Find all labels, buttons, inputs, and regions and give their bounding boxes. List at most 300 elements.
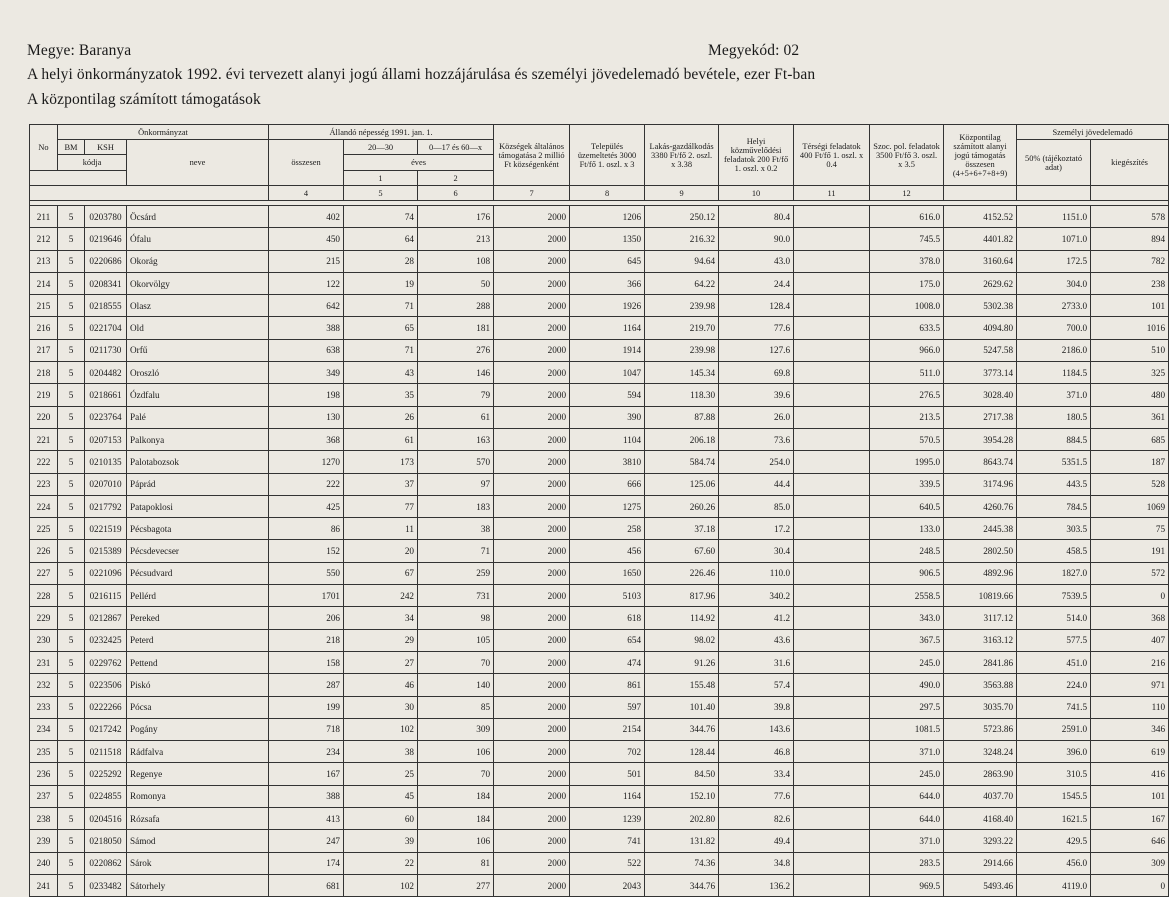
cell-age-0-17: 97 xyxy=(418,473,494,495)
cell-name: Ózdfalu xyxy=(127,384,269,406)
cell-no: 235 xyxy=(30,741,58,763)
cell-kozsegek: 2000 xyxy=(494,607,570,629)
cell-szoc: 245.0 xyxy=(870,651,944,673)
cell-telepules: 594 xyxy=(570,384,645,406)
table-row xyxy=(30,696,1169,718)
cell-bm: 5 xyxy=(58,830,85,852)
cell-helyi: 49.4 xyxy=(719,830,794,852)
cell-telepules: 1104 xyxy=(570,428,645,450)
cell-kiegeszites: 646 xyxy=(1091,830,1169,852)
cell-kozsegek: 2000 xyxy=(494,718,570,740)
cell-kozpontilag: 2717.38 xyxy=(944,406,1017,428)
cell-kiegeszites: 238 xyxy=(1091,272,1169,294)
cell-kozpontilag: 4260.76 xyxy=(944,495,1017,517)
cell-helyi: 254.0 xyxy=(719,451,794,473)
cell-no: 212 xyxy=(30,228,58,250)
cell-szja-50: 451.0 xyxy=(1017,651,1091,673)
cell-szja-50: 884.5 xyxy=(1017,428,1091,450)
cell-age-20-30: 34 xyxy=(344,607,418,629)
cell-no: 239 xyxy=(30,830,58,852)
cell-kozsegek: 2000 xyxy=(494,741,570,763)
cell-osszesen: 450 xyxy=(269,228,344,250)
table-row xyxy=(30,874,1169,896)
table-row xyxy=(30,272,1169,294)
table-row xyxy=(30,406,1169,428)
cell-age-0-17: 108 xyxy=(418,250,494,272)
cell-szoc: 283.5 xyxy=(870,852,944,874)
cell-kozpontilag: 5493.46 xyxy=(944,874,1017,896)
cell-tersegi xyxy=(794,830,870,852)
cell-szja-50: 741.5 xyxy=(1017,696,1091,718)
cell-tersegi xyxy=(794,585,870,607)
cell-name: Piskó xyxy=(127,674,269,696)
cell-helyi: 43.0 xyxy=(719,250,794,272)
cell-age-0-17: 50 xyxy=(418,272,494,294)
cell-tersegi xyxy=(794,808,870,830)
cell-szoc: 1081.5 xyxy=(870,718,944,740)
cell-kozsegek: 2000 xyxy=(494,808,570,830)
cell-helyi: 39.8 xyxy=(719,696,794,718)
cell-age-20-30: 35 xyxy=(344,384,418,406)
col-kozpontilag-header: Központilag számított alanyi jogú támogatás összesen (4+5+6+7+8+9) xyxy=(944,125,1017,186)
table-body xyxy=(30,201,1169,897)
cell-helyi: 30.4 xyxy=(719,540,794,562)
cell-bm: 5 xyxy=(58,495,85,517)
cell-name: Old xyxy=(127,317,269,339)
cell-osszesen: 550 xyxy=(269,562,344,584)
cell-telepules: 1239 xyxy=(570,808,645,830)
cell-ksh: 0217242 xyxy=(85,718,127,740)
cell-osszesen: 638 xyxy=(269,339,344,361)
cell-name: Pellérd xyxy=(127,585,269,607)
cell-szoc: 966.0 xyxy=(870,339,944,361)
cell-ksh: 0218661 xyxy=(85,384,127,406)
cell-szoc: 745.5 xyxy=(870,228,944,250)
cell-age-0-17: 309 xyxy=(418,718,494,740)
cell-age-20-30: 28 xyxy=(344,250,418,272)
cell-kozsegek: 2000 xyxy=(494,651,570,673)
cell-kiegeszites: 578 xyxy=(1091,206,1169,228)
cell-lakas: 584.74 xyxy=(645,451,719,473)
cell-kiegeszites: 971 xyxy=(1091,674,1169,696)
cell-kozpontilag: 4094.80 xyxy=(944,317,1017,339)
col-numbers-lead xyxy=(30,186,269,201)
cell-lakas: 114.92 xyxy=(645,607,719,629)
cell-osszesen: 718 xyxy=(269,718,344,740)
cell-szoc: 371.0 xyxy=(870,741,944,763)
cell-osszesen: 287 xyxy=(269,674,344,696)
col-ksh-header: KSH xyxy=(85,140,127,155)
cell-no: 216 xyxy=(30,317,58,339)
cell-tersegi xyxy=(794,518,870,540)
cell-tersegi xyxy=(794,295,870,317)
cell-age-0-17: 140 xyxy=(418,674,494,696)
col-szoc-header: Szoc. pol. feladatok 3500 Ft/fő 3. oszl. x 3.5 xyxy=(870,125,944,186)
cell-tersegi xyxy=(794,384,870,406)
cell-helyi: 80.4 xyxy=(719,206,794,228)
cell-no: 227 xyxy=(30,562,58,584)
table-row xyxy=(30,250,1169,272)
cell-kozpontilag: 3163.12 xyxy=(944,629,1017,651)
table-row xyxy=(30,451,1169,473)
cell-bm: 5 xyxy=(58,428,85,450)
cell-kiegeszites: 101 xyxy=(1091,785,1169,807)
cell-age-0-17: 71 xyxy=(418,540,494,562)
cell-kozpontilag: 3293.22 xyxy=(944,830,1017,852)
cell-kozsegek: 2000 xyxy=(494,295,570,317)
cell-kozpontilag: 10819.66 xyxy=(944,585,1017,607)
cell-tersegi xyxy=(794,696,870,718)
cell-ksh: 0229762 xyxy=(85,651,127,673)
cell-lakas: 64.22 xyxy=(645,272,719,294)
cell-kozpontilag: 4037.70 xyxy=(944,785,1017,807)
cell-szoc: 297.5 xyxy=(870,696,944,718)
cell-age-20-30: 11 xyxy=(344,518,418,540)
cell-bm: 5 xyxy=(58,362,85,384)
cell-kozpontilag: 5723.86 xyxy=(944,718,1017,740)
cell-kozsegek: 2000 xyxy=(494,852,570,874)
cell-name: Pócsa xyxy=(127,696,269,718)
cell-telepules: 3810 xyxy=(570,451,645,473)
cell-kozpontilag: 2445.38 xyxy=(944,518,1017,540)
table-row xyxy=(30,228,1169,250)
cell-szoc: 570.5 xyxy=(870,428,944,450)
cell-szja-50: 2186.0 xyxy=(1017,339,1091,361)
cell-bm: 5 xyxy=(58,741,85,763)
cell-no: 217 xyxy=(30,339,58,361)
cell-no: 222 xyxy=(30,451,58,473)
cell-kiegeszites: 619 xyxy=(1091,741,1169,763)
table-row xyxy=(30,607,1169,629)
cell-bm: 5 xyxy=(58,206,85,228)
cell-osszesen: 388 xyxy=(269,785,344,807)
cell-no: 230 xyxy=(30,629,58,651)
table-row xyxy=(30,317,1169,339)
cell-helyi: 110.0 xyxy=(719,562,794,584)
cell-bm: 5 xyxy=(58,852,85,874)
cell-osszesen: 425 xyxy=(269,495,344,517)
cell-osszesen: 86 xyxy=(269,518,344,540)
col-number-tail-c xyxy=(1091,186,1169,201)
cell-tersegi xyxy=(794,473,870,495)
cell-szja-50: 172.5 xyxy=(1017,250,1091,272)
cell-tersegi xyxy=(794,317,870,339)
cell-szja-50: 1071.0 xyxy=(1017,228,1091,250)
cell-helyi: 39.6 xyxy=(719,384,794,406)
cell-kiegeszites: 368 xyxy=(1091,607,1169,629)
cell-age-0-17: 213 xyxy=(418,228,494,250)
cell-lakas: 216.32 xyxy=(645,228,719,250)
cell-ksh: 0217792 xyxy=(85,495,127,517)
col-eves-header: éves xyxy=(344,155,494,171)
cell-lakas: 226.46 xyxy=(645,562,719,584)
cell-kiegeszites: 187 xyxy=(1091,451,1169,473)
cell-age-20-30: 61 xyxy=(344,428,418,450)
cell-bm: 5 xyxy=(58,562,85,584)
cell-kozsegek: 2000 xyxy=(494,362,570,384)
cell-ksh: 0224855 xyxy=(85,785,127,807)
cell-bm: 5 xyxy=(58,585,85,607)
cell-lakas: 87.88 xyxy=(645,406,719,428)
cell-kozpontilag: 4892.96 xyxy=(944,562,1017,584)
cell-szoc: 378.0 xyxy=(870,250,944,272)
cell-bm: 5 xyxy=(58,406,85,428)
cell-kiegeszites: 528 xyxy=(1091,473,1169,495)
table-row xyxy=(30,852,1169,874)
cell-kozpontilag: 4401.82 xyxy=(944,228,1017,250)
cell-szja-50: 310.5 xyxy=(1017,763,1091,785)
cell-szja-50: 514.0 xyxy=(1017,607,1091,629)
cell-szja-50: 4119.0 xyxy=(1017,874,1091,896)
cell-telepules: 2043 xyxy=(570,874,645,896)
cell-tersegi xyxy=(794,451,870,473)
cell-ksh: 0221519 xyxy=(85,518,127,540)
table-row xyxy=(30,651,1169,673)
cell-age-20-30: 45 xyxy=(344,785,418,807)
cell-kozsegek: 2000 xyxy=(494,518,570,540)
cell-lakas: 91.26 xyxy=(645,651,719,673)
cell-szoc: 248.5 xyxy=(870,540,944,562)
cell-name: Pécsdevecser xyxy=(127,540,269,562)
cell-tersegi xyxy=(794,852,870,874)
cell-no: 234 xyxy=(30,718,58,740)
cell-age-0-17: 731 xyxy=(418,585,494,607)
cell-kozsegek: 2000 xyxy=(494,428,570,450)
cell-age-0-17: 570 xyxy=(418,451,494,473)
cell-kozsegek: 2000 xyxy=(494,585,570,607)
cell-name: Rózsafa xyxy=(127,808,269,830)
cell-kiegeszites: 894 xyxy=(1091,228,1169,250)
cell-helyi: 41.2 xyxy=(719,607,794,629)
col-number-1: 1 xyxy=(344,171,418,186)
cell-kozsegek: 2000 xyxy=(494,250,570,272)
cell-age-0-17: 61 xyxy=(418,406,494,428)
cell-age-20-30: 20 xyxy=(344,540,418,562)
cell-name: Sárok xyxy=(127,852,269,874)
cell-telepules: 1206 xyxy=(570,206,645,228)
cell-no: 221 xyxy=(30,428,58,450)
cell-age-20-30: 74 xyxy=(344,206,418,228)
col-lakas-header: Lakás-gazdálkodás 3380 Ft/fő 2. oszl. x 3.38 xyxy=(645,125,719,186)
cell-kozpontilag: 2863.90 xyxy=(944,763,1017,785)
table-row xyxy=(30,585,1169,607)
cell-age-0-17: 181 xyxy=(418,317,494,339)
cell-ksh: 0211518 xyxy=(85,741,127,763)
cell-szoc: 343.0 xyxy=(870,607,944,629)
cell-lakas: 94.64 xyxy=(645,250,719,272)
cell-kozpontilag: 2841.86 xyxy=(944,651,1017,673)
cell-kozpontilag: 5302.38 xyxy=(944,295,1017,317)
cell-name: Pettend xyxy=(127,651,269,673)
cell-kiegeszites: 346 xyxy=(1091,718,1169,740)
cell-bm: 5 xyxy=(58,629,85,651)
col-numbers-blank xyxy=(30,171,127,186)
cell-kozsegek: 2000 xyxy=(494,540,570,562)
cell-helyi: 24.4 xyxy=(719,272,794,294)
cell-tersegi xyxy=(794,339,870,361)
cell-osszesen: 167 xyxy=(269,763,344,785)
cell-kiegeszites: 1069 xyxy=(1091,495,1169,517)
cell-kozsegek: 2000 xyxy=(494,785,570,807)
cell-szja-50: 2733.0 xyxy=(1017,295,1091,317)
cell-age-20-30: 38 xyxy=(344,741,418,763)
cell-szoc: 511.0 xyxy=(870,362,944,384)
cell-ksh: 0221096 xyxy=(85,562,127,584)
cell-tersegi xyxy=(794,562,870,584)
cell-kiegeszites: 325 xyxy=(1091,362,1169,384)
cell-no: 213 xyxy=(30,250,58,272)
cell-szoc: 133.0 xyxy=(870,518,944,540)
cell-telepules: 1926 xyxy=(570,295,645,317)
cell-lakas: 155.48 xyxy=(645,674,719,696)
cell-bm: 5 xyxy=(58,473,85,495)
cell-telepules: 654 xyxy=(570,629,645,651)
cell-kozpontilag: 5247.58 xyxy=(944,339,1017,361)
cell-osszesen: 122 xyxy=(269,272,344,294)
cell-szja-50: 784.5 xyxy=(1017,495,1091,517)
cell-telepules: 258 xyxy=(570,518,645,540)
cell-age-20-30: 25 xyxy=(344,763,418,785)
cell-age-0-17: 259 xyxy=(418,562,494,584)
cell-helyi: 340.2 xyxy=(719,585,794,607)
col-number-tail-b xyxy=(1017,186,1091,201)
cell-tersegi xyxy=(794,785,870,807)
cell-szoc: 640.5 xyxy=(870,495,944,517)
table-row xyxy=(30,540,1169,562)
cell-kiegeszites: 0 xyxy=(1091,585,1169,607)
cell-telepules: 474 xyxy=(570,651,645,673)
cell-telepules: 1047 xyxy=(570,362,645,384)
cell-name: Páprád xyxy=(127,473,269,495)
col-kozsegek-header: Községek általános támogatása 2 millió Ft községenként xyxy=(494,125,570,186)
cell-szoc: 616.0 xyxy=(870,206,944,228)
cell-kiegeszites: 75 xyxy=(1091,518,1169,540)
cell-telepules: 456 xyxy=(570,540,645,562)
cell-osszesen: 174 xyxy=(269,852,344,874)
cell-telepules: 645 xyxy=(570,250,645,272)
cell-age-20-30: 46 xyxy=(344,674,418,696)
cell-lakas: 239.98 xyxy=(645,339,719,361)
cell-lakas: 344.76 xyxy=(645,718,719,740)
cell-age-20-30: 29 xyxy=(344,629,418,651)
cell-tersegi xyxy=(794,206,870,228)
cell-szja-50: 2591.0 xyxy=(1017,718,1091,740)
cell-bm: 5 xyxy=(58,607,85,629)
cell-szoc: 490.0 xyxy=(870,674,944,696)
cell-telepules: 2154 xyxy=(570,718,645,740)
cell-bm: 5 xyxy=(58,540,85,562)
cell-kiegeszites: 361 xyxy=(1091,406,1169,428)
table-row xyxy=(30,206,1169,228)
cell-kiegeszites: 510 xyxy=(1091,339,1169,361)
cell-age-20-30: 60 xyxy=(344,808,418,830)
cell-no: 231 xyxy=(30,651,58,673)
cell-tersegi xyxy=(794,250,870,272)
cell-telepules: 1350 xyxy=(570,228,645,250)
cell-osszesen: 158 xyxy=(269,651,344,673)
cell-osszesen: 198 xyxy=(269,384,344,406)
cell-age-0-17: 176 xyxy=(418,206,494,228)
cell-lakas: 152.10 xyxy=(645,785,719,807)
cell-kiegeszites: 216 xyxy=(1091,651,1169,673)
cell-no: 238 xyxy=(30,808,58,830)
cell-osszesen: 218 xyxy=(269,629,344,651)
cell-kiegeszites: 782 xyxy=(1091,250,1169,272)
cell-telepules: 1164 xyxy=(570,317,645,339)
document-title: A helyi önkormányzatok 1992. évi tervezett alanyi jogú állami hozzájárulása és személyi jövedelemadó bevétele, ezer Ft-ban xyxy=(27,66,816,83)
col-number-9: 9 xyxy=(645,186,719,201)
cell-szja-50: 429.5 xyxy=(1017,830,1091,852)
cell-name: Palé xyxy=(127,406,269,428)
cell-szoc: 906.5 xyxy=(870,562,944,584)
cell-osszesen: 388 xyxy=(269,317,344,339)
cell-szja-50: 303.5 xyxy=(1017,518,1091,540)
cell-kiegeszites: 1016 xyxy=(1091,317,1169,339)
cell-osszesen: 413 xyxy=(269,808,344,830)
cell-ksh: 0225292 xyxy=(85,763,127,785)
cell-osszesen: 349 xyxy=(269,362,344,384)
col-szja-50-header: 50% (tájékoztató adat) xyxy=(1017,140,1091,186)
cell-age-0-17: 98 xyxy=(418,607,494,629)
cell-ksh: 0223764 xyxy=(85,406,127,428)
cell-age-20-30: 102 xyxy=(344,874,418,896)
cell-no: 215 xyxy=(30,295,58,317)
cell-age-20-30: 43 xyxy=(344,362,418,384)
cell-szoc: 1008.0 xyxy=(870,295,944,317)
cell-lakas: 125.06 xyxy=(645,473,719,495)
cell-szoc: 644.0 xyxy=(870,808,944,830)
cell-tersegi xyxy=(794,540,870,562)
cell-telepules: 741 xyxy=(570,830,645,852)
cell-szoc: 175.0 xyxy=(870,272,944,294)
cell-helyi: 85.0 xyxy=(719,495,794,517)
cell-no: 225 xyxy=(30,518,58,540)
cell-bm: 5 xyxy=(58,317,85,339)
cell-szja-50: 371.0 xyxy=(1017,384,1091,406)
cell-helyi: 34.8 xyxy=(719,852,794,874)
cell-lakas: 101.40 xyxy=(645,696,719,718)
cell-name: Okorvölgy xyxy=(127,272,269,294)
table-row xyxy=(30,295,1169,317)
cell-name: Pogány xyxy=(127,718,269,740)
cell-szja-50: 1184.5 xyxy=(1017,362,1091,384)
cell-tersegi xyxy=(794,741,870,763)
cell-telepules: 390 xyxy=(570,406,645,428)
cell-helyi: 90.0 xyxy=(719,228,794,250)
cell-kozpontilag: 3028.40 xyxy=(944,384,1017,406)
cell-helyi: 82.6 xyxy=(719,808,794,830)
cell-no: 226 xyxy=(30,540,58,562)
cell-kiegeszites: 167 xyxy=(1091,808,1169,830)
cell-ksh: 0223506 xyxy=(85,674,127,696)
col-number-8: 8 xyxy=(570,186,645,201)
county-label: Megye: Baranya xyxy=(27,42,132,59)
cell-lakas: 98.02 xyxy=(645,629,719,651)
cell-szoc: 1995.0 xyxy=(870,451,944,473)
cell-kozsegek: 2000 xyxy=(494,874,570,896)
cell-kozpontilag: 3248.24 xyxy=(944,741,1017,763)
cell-osszesen: 152 xyxy=(269,540,344,562)
document-subtitle: A központilag számított támogatások xyxy=(27,91,261,108)
cell-kozsegek: 2000 xyxy=(494,473,570,495)
cell-szja-50: 224.0 xyxy=(1017,674,1091,696)
cell-telepules: 666 xyxy=(570,473,645,495)
cell-no: 211 xyxy=(30,206,58,228)
cell-age-0-17: 106 xyxy=(418,741,494,763)
cell-bm: 5 xyxy=(58,228,85,250)
cell-helyi: 136.2 xyxy=(719,874,794,896)
cell-lakas: 250.12 xyxy=(645,206,719,228)
